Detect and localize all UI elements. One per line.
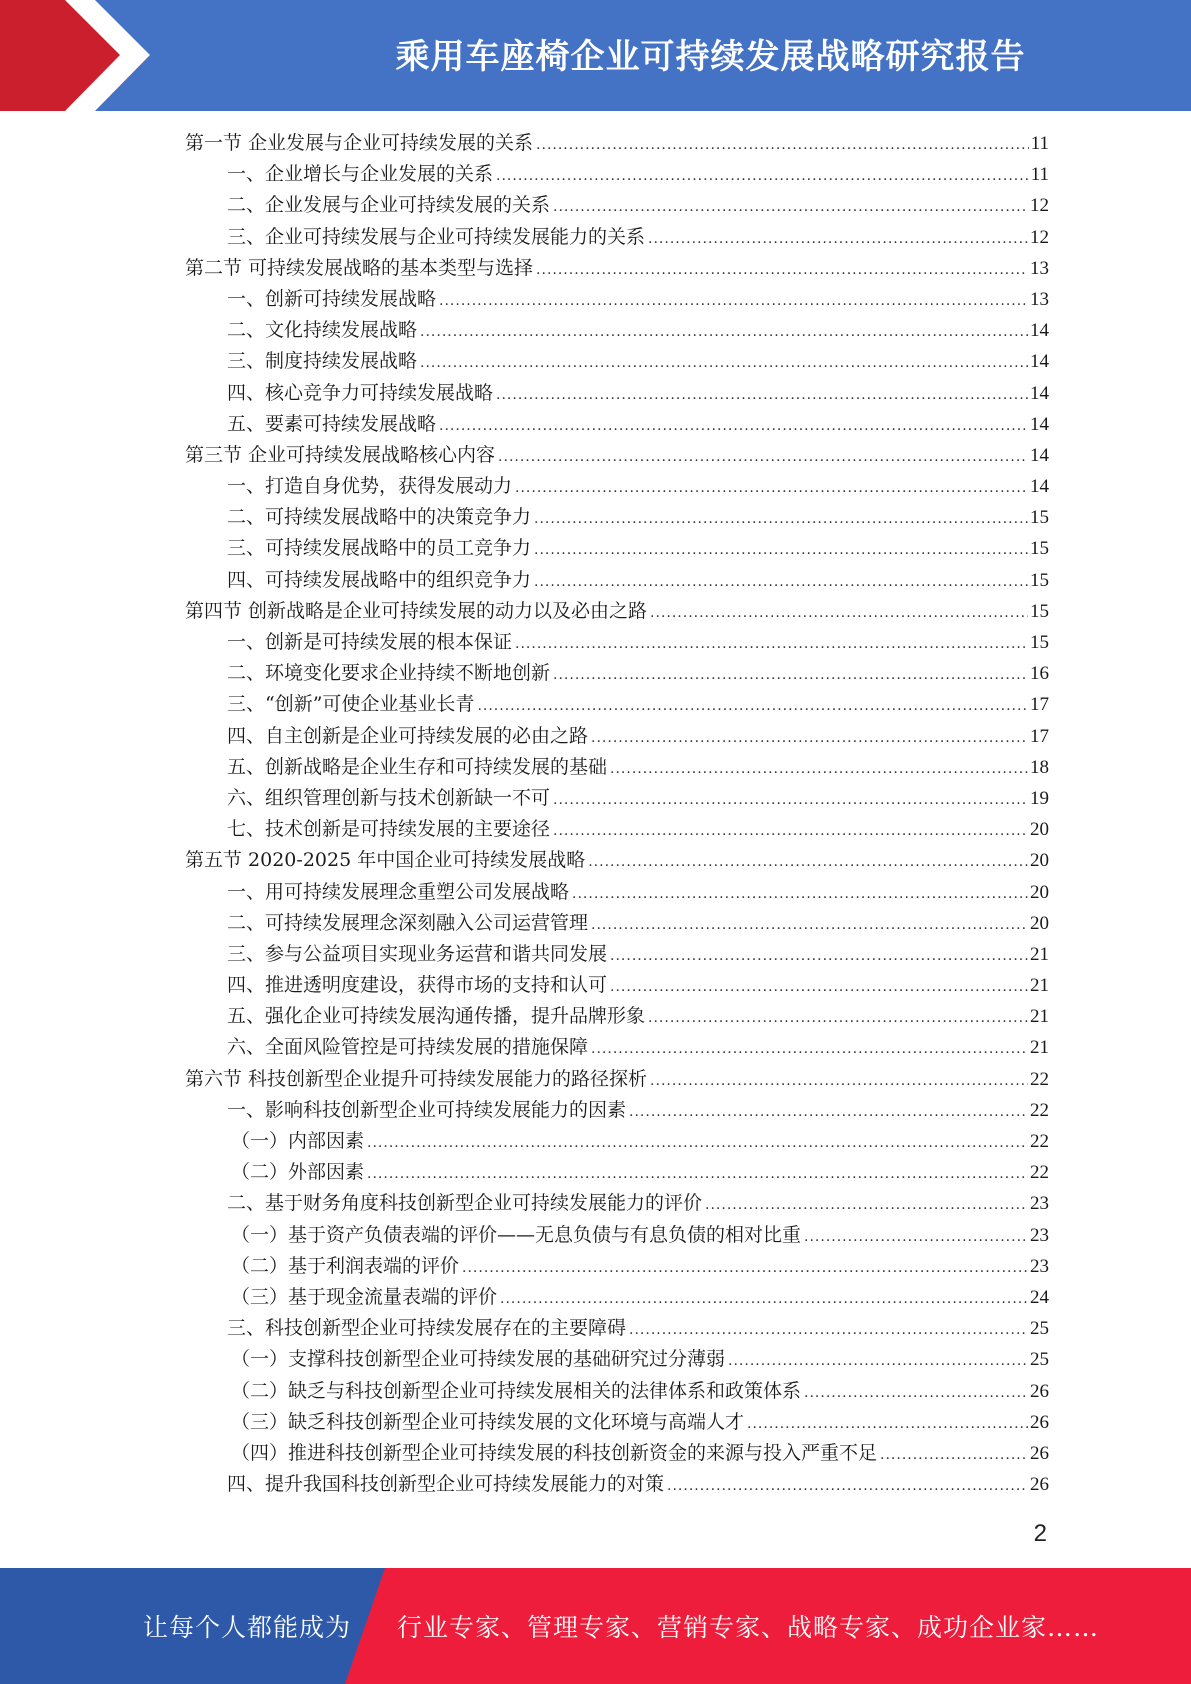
toc-entry-title: （四）推进科技创新型企业可持续发展的科技创新资金的来源与投入严重不足 — [231, 1441, 878, 1464]
toc-entry[interactable] — [185, 721, 1049, 752]
toc-entry[interactable] — [185, 284, 1049, 315]
toc-dot-leader — [588, 847, 1028, 878]
toc-entry-page: 12 — [1030, 226, 1049, 248]
toc-entry-title: 二、企业发展与企业可持续发展的关系 — [227, 194, 551, 217]
toc-entry-page: 15 — [1030, 632, 1049, 653]
toc-entry-title: 四、自主创新是企业可持续发展的必由之路 — [227, 724, 589, 747]
toc-entry[interactable] — [185, 1188, 1049, 1219]
toc-entry-title: 一、打造自身优势，获得发展动力 — [227, 475, 513, 498]
toc-dot-leader — [534, 535, 1028, 566]
toc-entry-title: 二、基于财务角度科技创新型企业可持续发展能力的评价 — [227, 1192, 703, 1215]
toc-entry-page: 26 — [1030, 1380, 1049, 1402]
toc-entry-title: 三、参与公益项目实现业务运营和谐共同发展 — [227, 942, 608, 965]
toc-entry[interactable] — [185, 908, 1049, 939]
toc-entry-page: 12 — [1030, 195, 1049, 217]
toc-entry-page: 15 — [1030, 600, 1049, 622]
toc-entry-title: 第一节 企业发展与企业可持续发展的关系 — [185, 132, 534, 154]
toc-entry-title: 七、技术创新是可持续发展的主要途径 — [227, 818, 551, 841]
toc-dot-leader — [667, 1471, 1028, 1502]
toc-entry-page: 14 — [1030, 351, 1049, 373]
toc-dot-leader — [610, 754, 1028, 785]
toc-entry-page: 15 — [1030, 507, 1049, 529]
toc-dot-leader — [629, 1315, 1028, 1346]
toc-entry[interactable] — [185, 1313, 1049, 1344]
toc-entry[interactable] — [185, 689, 1049, 720]
toc-entry-page: 23 — [1030, 1193, 1049, 1215]
toc-dot-leader — [650, 1066, 1028, 1097]
toc-entry-title: 第三节 企业可持续发展战略核心内容 — [185, 443, 496, 466]
toc-entry[interactable] — [185, 1438, 1049, 1469]
toc-dot-leader — [477, 691, 1028, 722]
toc-entry-title: 二、可持续发展理念深刻融入公司运营管理 — [227, 911, 589, 934]
toc-dot-leader — [553, 192, 1028, 223]
toc-entry-page: 13 — [1030, 257, 1049, 279]
toc-entry-page: 11 — [1030, 164, 1049, 186]
toc-entry[interactable] — [185, 378, 1049, 409]
toc-entry-page: 11 — [1030, 133, 1049, 154]
toc-dot-leader — [496, 380, 1028, 411]
toc-entry-page: 25 — [1030, 1318, 1049, 1340]
toc-entry-title: 一、创新可持续发展战略 — [227, 287, 437, 310]
toc-dot-leader — [534, 504, 1028, 535]
toc-entry-title: （二）基于利润表端的评价 — [231, 1254, 460, 1277]
toc-entry-page: 25 — [1030, 1349, 1049, 1371]
toc-entry-title: 第二节 可持续发展战略的基本类型与选择 — [185, 256, 534, 279]
toc-entry-title: 第四节 创新战略是企业可持续发展的动力以及必由之路 — [185, 599, 648, 622]
toc-entry[interactable] — [185, 752, 1049, 783]
toc-entry[interactable] — [185, 1126, 1049, 1157]
toc-entry-title: 一、企业增长与企业发展的关系 — [227, 163, 494, 186]
toc-entry-title: 第六节 科技创新型企业提升可持续发展能力的路径探析 — [185, 1067, 648, 1090]
toc-entry-title: （一）基于资产负债表端的评价——无息负债与有息负债的相对比重 — [231, 1223, 802, 1246]
toc-entry-title: 一、影响科技创新型企业可持续发展能力的因素 — [227, 1098, 627, 1121]
toc-entry[interactable] — [185, 1095, 1049, 1126]
toc-entry-page: 15 — [1030, 538, 1049, 560]
toc-entry-page: 22 — [1030, 1099, 1049, 1121]
toc-entry[interactable] — [185, 1001, 1049, 1032]
toc-entry-page: 23 — [1030, 1255, 1049, 1277]
toc-entry-title: 四、提升我国科技创新型企业可持续发展能力的对策 — [227, 1473, 665, 1496]
toc-dot-leader — [648, 224, 1028, 255]
toc-dot-leader — [498, 442, 1028, 473]
toc-entry[interactable] — [185, 1407, 1049, 1438]
toc-entry[interactable] — [185, 1469, 1049, 1500]
toc-entry-page: 26 — [1030, 1474, 1049, 1496]
toc-entry-title: 四、核心竞争力可持续发展战略 — [227, 381, 494, 404]
toc-entry[interactable] — [185, 939, 1049, 970]
toc-entry[interactable] — [185, 658, 1049, 689]
toc-entry-title: （一）内部因素 — [231, 1130, 365, 1152]
toc-entry-title: （二）外部因素 — [231, 1161, 365, 1184]
toc-entry-page: 20 — [1030, 819, 1049, 841]
toc-dot-leader — [553, 785, 1028, 816]
toc-entry-title: （一）支撑科技创新型企业可持续发展的基础研究过分薄弱 — [231, 1348, 726, 1371]
toc-entry-title: （三）基于现金流量表端的评价 — [231, 1285, 498, 1308]
toc-dot-leader — [650, 598, 1028, 629]
footer-slogan-left: 让每个人都能成为 — [143, 1613, 352, 1642]
toc-entry[interactable] — [185, 440, 1049, 471]
toc-dot-leader — [420, 317, 1028, 348]
toc-entry-page: 21 — [1030, 1037, 1049, 1059]
toc-entry-page: 16 — [1030, 663, 1049, 685]
toc-dot-leader — [610, 972, 1028, 1003]
toc-entry-title: 三、科技创新型企业可持续发展存在的主要障碍 — [227, 1317, 627, 1340]
toc-entry[interactable] — [185, 877, 1049, 908]
toc-entry-title: 五、创新战略是企业生存和可持续发展的基础 — [227, 755, 608, 778]
toc-entry-page: 26 — [1030, 1442, 1049, 1464]
toc-dot-leader — [804, 1222, 1028, 1253]
toc-entry[interactable] — [185, 471, 1049, 502]
toc-entry-page: 22 — [1030, 1068, 1049, 1090]
toc-dot-leader — [880, 1440, 1028, 1471]
toc-dot-leader — [439, 286, 1028, 317]
toc-entry[interactable] — [185, 970, 1049, 1001]
toc-entry[interactable] — [185, 565, 1049, 596]
toc-dot-leader — [553, 816, 1028, 847]
toc-dot-leader — [572, 879, 1028, 910]
toc-entry-title: 一、创新是可持续发展的根本保证 — [227, 631, 513, 653]
toc-dot-leader — [705, 1190, 1028, 1221]
toc-entry-title: （二）缺乏与科技创新型企业可持续发展相关的法律体系和政策体系 — [231, 1379, 802, 1402]
toc-entry-page: 14 — [1030, 382, 1049, 404]
toc-entry[interactable] — [185, 1376, 1049, 1407]
toc-dot-leader — [536, 255, 1028, 286]
toc-entry-title: （三）缺乏科技创新型企业可持续发展的文化环境与高端人才 — [231, 1410, 745, 1433]
toc-entry[interactable] — [185, 502, 1049, 533]
toc-dot-leader — [629, 1097, 1028, 1128]
toc-entry[interactable] — [185, 1282, 1049, 1313]
toc-entry-page: 17 — [1030, 725, 1049, 747]
toc-dot-leader — [367, 1128, 1028, 1159]
toc-entry-title: 三、“创新”可使企业基业长青 — [227, 693, 475, 716]
toc-entry-title: 第五节 2020-2025 年中国企业可持续发展战略 — [185, 849, 586, 872]
toc-entry[interactable] — [185, 159, 1049, 190]
toc-entry-page: 20 — [1030, 850, 1049, 872]
toc-entry-title: 二、可持续发展战略中的决策竞争力 — [227, 506, 532, 529]
toc-entry[interactable] — [185, 1032, 1049, 1063]
toc-entry[interactable] — [185, 814, 1049, 845]
toc-dot-leader — [648, 1003, 1028, 1034]
toc-entry-title: 三、制度持续发展战略 — [227, 350, 418, 373]
footer-slogan-right: 行业专家、管理专家、营销专家、战略专家、成功企业家…… — [397, 1613, 1100, 1642]
toc-entry[interactable] — [185, 128, 1049, 159]
toc-entry[interactable] — [185, 627, 1049, 658]
toc-entry-page: 22 — [1030, 1131, 1049, 1152]
toc-entry-title: 二、文化持续发展战略 — [227, 319, 418, 342]
toc-entry[interactable] — [185, 190, 1049, 221]
toc-entry-title: 四、推进透明度建设，获得市场的支持和认可 — [227, 974, 608, 997]
toc-entry-page: 21 — [1030, 975, 1049, 997]
toc-dot-leader — [591, 723, 1028, 754]
toc-entry-title: 三、可持续发展战略中的员工竞争力 — [227, 537, 532, 560]
toc-entry[interactable] — [185, 222, 1049, 253]
toc-dot-leader — [367, 1159, 1028, 1190]
toc-dot-leader — [496, 161, 1029, 192]
toc-dot-leader — [536, 130, 1029, 161]
toc-entry-page: 20 — [1030, 912, 1049, 934]
toc-dot-leader — [553, 660, 1028, 691]
toc-entry[interactable] — [185, 1251, 1049, 1282]
toc-entry[interactable] — [185, 533, 1049, 564]
toc-entry-page: 14 — [1030, 476, 1049, 498]
toc-dot-leader — [515, 629, 1028, 660]
toc-entry-title: 六、全面风险管控是可持续发展的措施保障 — [227, 1036, 589, 1059]
table-of-contents — [185, 128, 1049, 1500]
toc-entry-title: 五、要素可持续发展战略 — [227, 412, 437, 435]
toc-entry-title: 二、环境变化要求企业持续不断地创新 — [227, 662, 551, 685]
toc-dot-leader — [439, 411, 1028, 442]
toc-dot-leader — [747, 1409, 1028, 1440]
toc-dot-leader — [591, 1034, 1028, 1065]
toc-entry-page: 23 — [1030, 1224, 1049, 1246]
toc-entry-page: 26 — [1030, 1411, 1049, 1433]
toc-entry[interactable] — [185, 253, 1049, 284]
toc-entry[interactable] — [185, 409, 1049, 440]
document-title: 乘用车座椅企业可持续发展战略研究报告 — [395, 36, 1026, 77]
toc-entry[interactable] — [185, 1220, 1049, 1251]
toc-entry-page: 14 — [1030, 320, 1049, 342]
page-number: 2 — [1033, 1520, 1047, 1547]
toc-entry-page: 14 — [1030, 444, 1049, 466]
toc-entry[interactable] — [185, 1344, 1049, 1375]
toc-entry-page: 17 — [1030, 694, 1049, 716]
toc-dot-leader — [804, 1378, 1028, 1409]
toc-dot-leader — [610, 941, 1028, 972]
toc-entry-page: 21 — [1030, 943, 1049, 965]
toc-entry-page: 14 — [1030, 413, 1049, 435]
toc-entry[interactable] — [185, 845, 1049, 876]
toc-entry-page: 21 — [1030, 1006, 1049, 1028]
toc-entry-page: 20 — [1030, 881, 1049, 903]
toc-dot-leader — [420, 348, 1028, 379]
toc-entry[interactable] — [185, 315, 1049, 346]
page-footer — [0, 1568, 1191, 1684]
toc-entry[interactable] — [185, 596, 1049, 627]
toc-entry-page: 13 — [1030, 288, 1049, 310]
toc-entry-title: 三、企业可持续发展与企业可持续发展能力的关系 — [227, 225, 646, 248]
toc-dot-leader — [500, 1284, 1028, 1315]
toc-entry-title: 六、组织管理创新与技术创新缺一不可 — [227, 786, 551, 809]
toc-entry-page: 24 — [1030, 1286, 1049, 1308]
toc-entry[interactable] — [185, 783, 1049, 814]
toc-dot-leader — [534, 567, 1028, 598]
page-header — [0, 0, 1191, 111]
toc-entry-title: 一、用可持续发展理念重塑公司发展战略 — [227, 880, 570, 903]
toc-entry-page: 19 — [1030, 787, 1049, 809]
toc-entry[interactable] — [185, 346, 1049, 377]
toc-entry-page: 22 — [1030, 1162, 1049, 1184]
toc-entry-title: 四、可持续发展战略中的组织竞争力 — [227, 568, 532, 591]
toc-entry-title: 五、强化企业可持续发展沟通传播，提升品牌形象 — [227, 1005, 646, 1028]
toc-entry-page: 18 — [1030, 756, 1049, 778]
toc-dot-leader — [462, 1253, 1028, 1284]
toc-dot-leader — [591, 910, 1028, 941]
toc-entry-page: 15 — [1030, 569, 1049, 591]
toc-entry[interactable] — [185, 1064, 1049, 1095]
toc-entry[interactable] — [185, 1157, 1049, 1188]
toc-dot-leader — [728, 1346, 1028, 1377]
toc-dot-leader — [515, 473, 1028, 504]
